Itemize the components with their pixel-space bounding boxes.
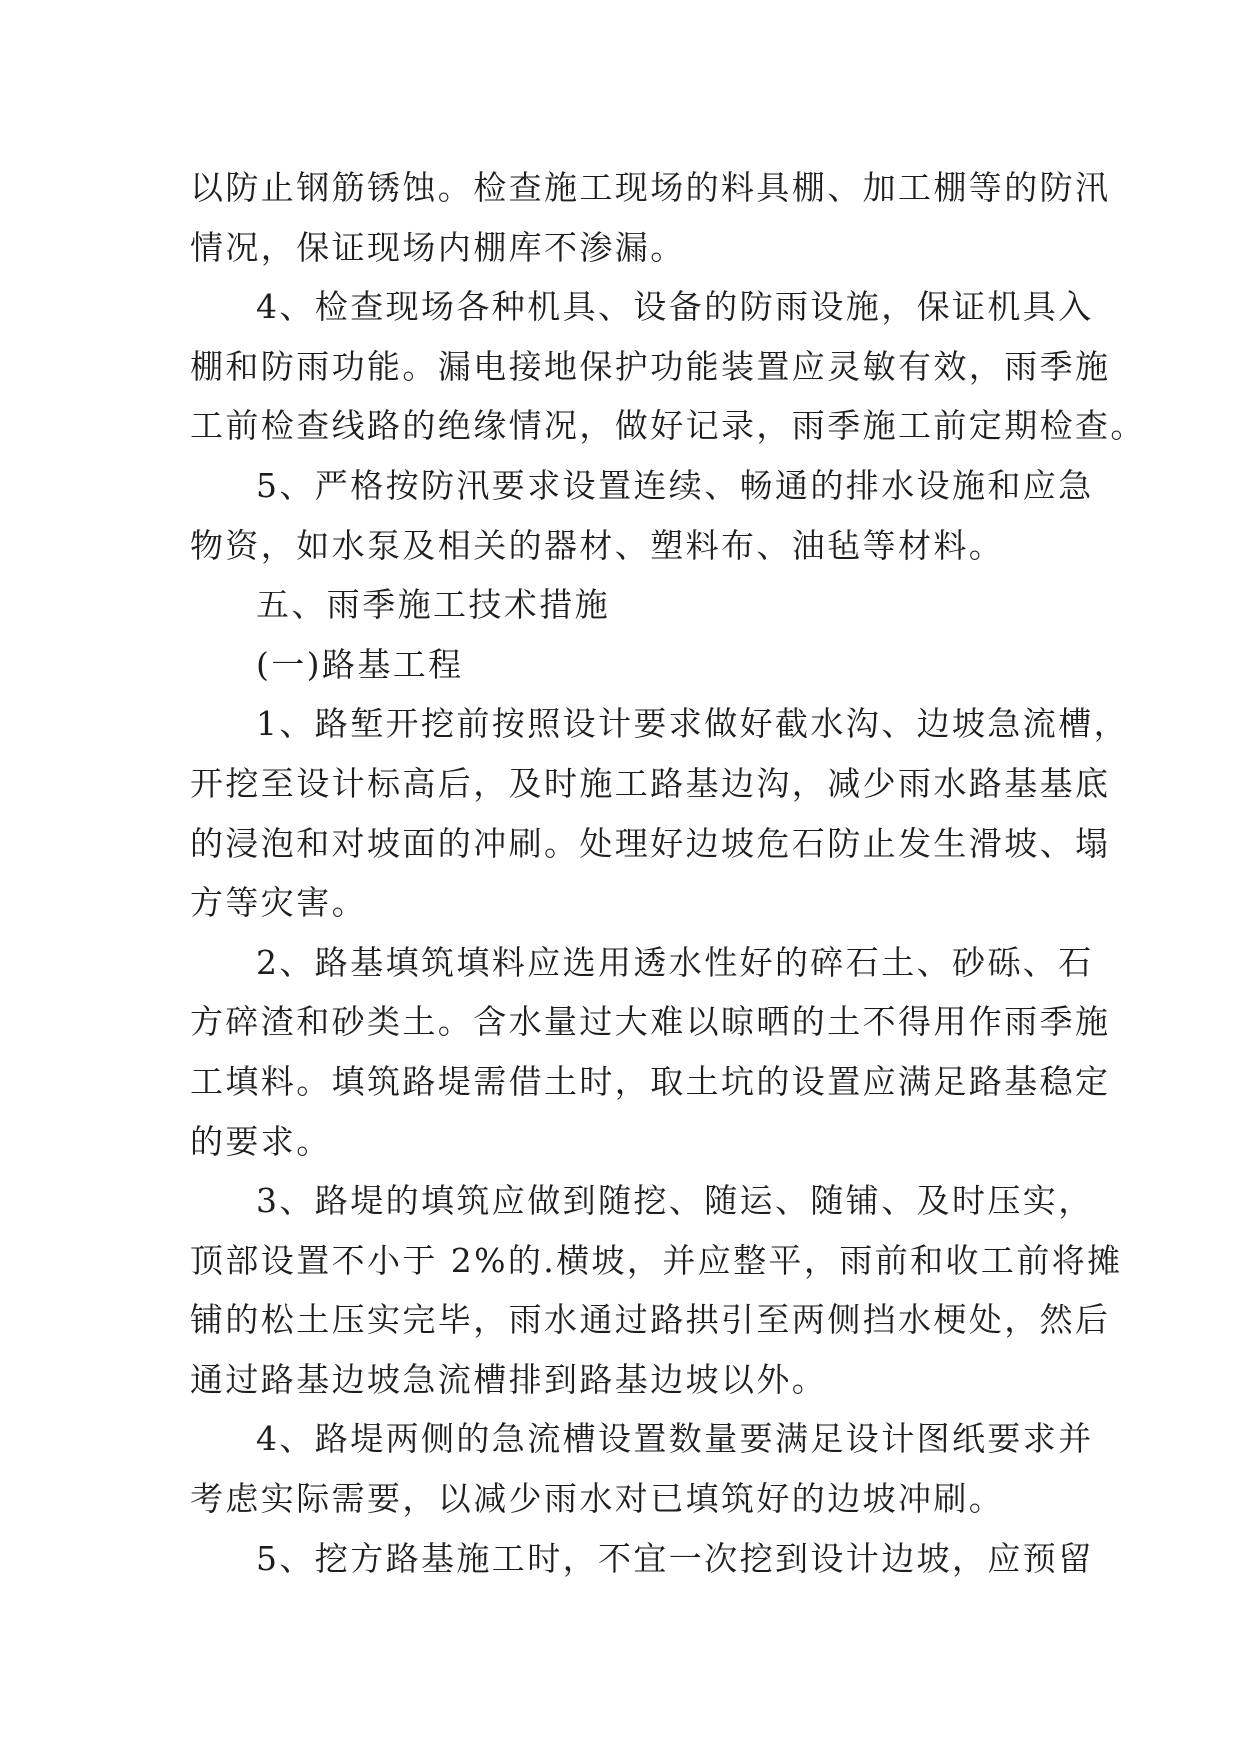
text-line: 1、路堑开挖前按照设计要求做好截水沟、边坡急流槽， [256,704,1129,744]
text-line: 工填料。填筑路堤需借土时，取土坑的设置应满足路基稳定 [190,1061,1111,1101]
text-line: 通过路基边坡急流槽排到路基边坡以外。 [190,1359,828,1399]
section-heading: 五、雨季施工技术措施 [256,585,610,625]
text-line: 5、挖方路基施工时，不宜一次挖到设计边坡，应预留 [256,1538,1094,1578]
text-line: 2、路基填筑填料应选用透水性好的碎石土、砂砾、石 [256,942,1094,982]
text-line: 考虑实际需要，以减少雨水对已填筑好的边坡冲刷。 [190,1479,1005,1519]
text-line: 铺的松土压实完毕，雨水通过路拱引至两侧挡水梗处，然后 [190,1300,1111,1340]
text-line: 顶部设置不小于 2%的.横坡，并应整平，雨前和收工前将摊 [190,1240,1123,1280]
text-line: 4、检查现场各种机具、设备的防雨设施，保证机具入 [256,287,1094,327]
text-line: 开挖至设计标高后，及时施工路基边沟，减少雨水路基基底 [190,763,1111,803]
text-line: 的要求。 [190,1121,332,1161]
subsection-heading: (一)路基工程 [256,644,464,684]
text-line: 方等灾害。 [190,883,367,923]
text-line: 3、路堤的填筑应做到随挖、随运、随铺、及时压实， [256,1181,1094,1221]
text-line: 4、路堤两侧的急流槽设置数量要满足设计图纸要求并 [256,1419,1094,1459]
document-body [190,158,1146,1588]
text-line: 以防止钢筋锈蚀。检查施工现场的料具棚、加工棚等的防汛 [190,168,1111,207]
text-line: 棚和防雨功能。漏电接地保护功能装置应灵敏有效，雨季施 [190,346,1111,386]
text-line: 工前检查线路的绝缘情况，做好记录，雨季施工前定期检查。 [190,406,1146,446]
text-line: 5、严格按防汛要求设置连续、畅通的排水设施和应急 [256,465,1094,505]
text-line: 的浸泡和对坡面的冲刷。处理好边坡危石防止发生滑坡、塌 [190,823,1111,863]
text-line: 物资，如水泵及相关的器材、塑料布、油毡等材料。 [190,525,1005,565]
text-line: 方碎渣和砂类土。含水量过大难以晾晒的土不得用作雨季施 [190,1002,1111,1042]
text-line: 情况，保证现场内棚库不渗漏。 [190,227,686,267]
